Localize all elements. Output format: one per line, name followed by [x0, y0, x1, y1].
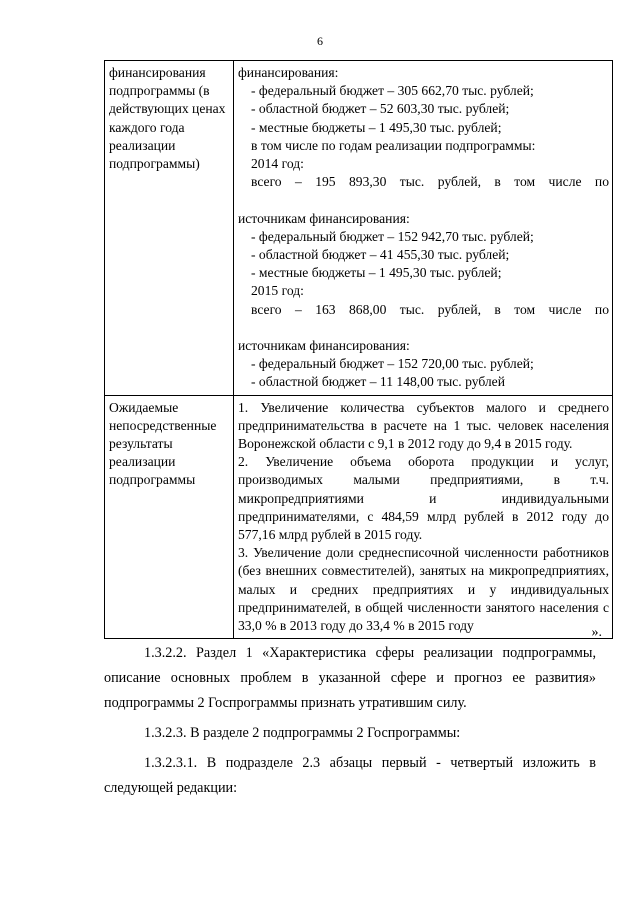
financing-line: всего – 163 868,00 тыс. рублей, в том числе по [251, 301, 609, 317]
financing-line: 2014 год: [251, 156, 304, 172]
financing-line: - федеральный бюджет – 305 662,70 тыс. рублей; [251, 83, 534, 99]
financing-line: источникам финансирования: [238, 210, 410, 226]
financing-line: - местные бюджеты – 1 495,30 тыс. рублей; [251, 265, 502, 281]
financing-line: источникам финансирования: [238, 338, 410, 354]
row-content-expected-results [234, 395, 613, 639]
row-content-financing [234, 61, 613, 396]
table-row-financing [105, 61, 613, 396]
table-row-expected-results [105, 395, 613, 639]
result-item: 2. Увеличение объема оборота продукции и услуг, производимых малыми предприятиями, в т.ч. микропредприятиями и индивидуальными предпринимателями, с 484,59 млрд рублей в 2012 году до 577,16 млрд рублей в 2015 году. [238, 454, 609, 543]
subprogram-passport-table [104, 60, 613, 639]
financing-line: 2015 год: [251, 283, 304, 299]
paragraph-1-3-2-3-1: 1.3.2.3.1. В подразделе 2.3 абзацы первый - четвертый изложить в следующей редакции: [104, 755, 596, 796]
financing-line: финансирования: [238, 65, 339, 80]
financing-line: - областной бюджет – 11 148,00 тыс. рублей [251, 374, 505, 390]
paragraph-1-3-2-3: 1.3.2.3. В разделе 2 подпрограммы 2 Госпрограммы: [144, 725, 461, 741]
financing-line: - областной бюджет – 41 455,30 тыс. рублей; [251, 247, 510, 263]
financing-line: - местные бюджеты – 1 495,30 тыс. рублей; [251, 119, 502, 135]
row-label-financing: финансирования подпрограммы (в действующих ценах каждого года реализации подпрограммы) [105, 61, 234, 396]
financing-line: - федеральный бюджет – 152 942,70 тыс. рублей; [251, 228, 534, 244]
financing-line: в том числе по годам реализации подпрограммы: [251, 137, 536, 153]
financing-line: - областной бюджет – 52 603,30 тыс. рублей; [251, 101, 510, 117]
financing-line: - федеральный бюджет – 152 720,00 тыс. рублей; [251, 356, 534, 372]
result-item: 1. Увеличение количества субъектов малого и среднего предпринимательства в расчете на 1 тыс. человек населения Воронежской области с 9,1 в 2012 году до 9,4 в 2015 году. [238, 399, 609, 452]
body-text [104, 641, 596, 801]
row-label-expected-results: Ожидаемые непосредственные результаты реализации подпрограммы [105, 395, 234, 639]
result-item: 3. Увеличение доли среднесписочной численности работников (без внешних совместителей), занятых на микропредприятиях, малых и средних предприятиях и у индивидуальных предпринимателей, в общей численности занятого населения с 33,0 % в 2013 году до 33,4 % в 2015 году [238, 545, 609, 634]
closing-quote: ». [591, 625, 602, 640]
paragraph-1-3-2-2: 1.3.2.2. Раздел 1 «Характеристика сферы реализации подпрограммы, описание основных проблем в указанной сфере и прогноз ее развития» подпрограммы 2 Госпрограммы признать утратившим силу. [104, 645, 596, 711]
financing-line: всего – 195 893,30 тыс. рублей, в том числе по [251, 174, 609, 190]
page-number: 6 [317, 34, 323, 48]
